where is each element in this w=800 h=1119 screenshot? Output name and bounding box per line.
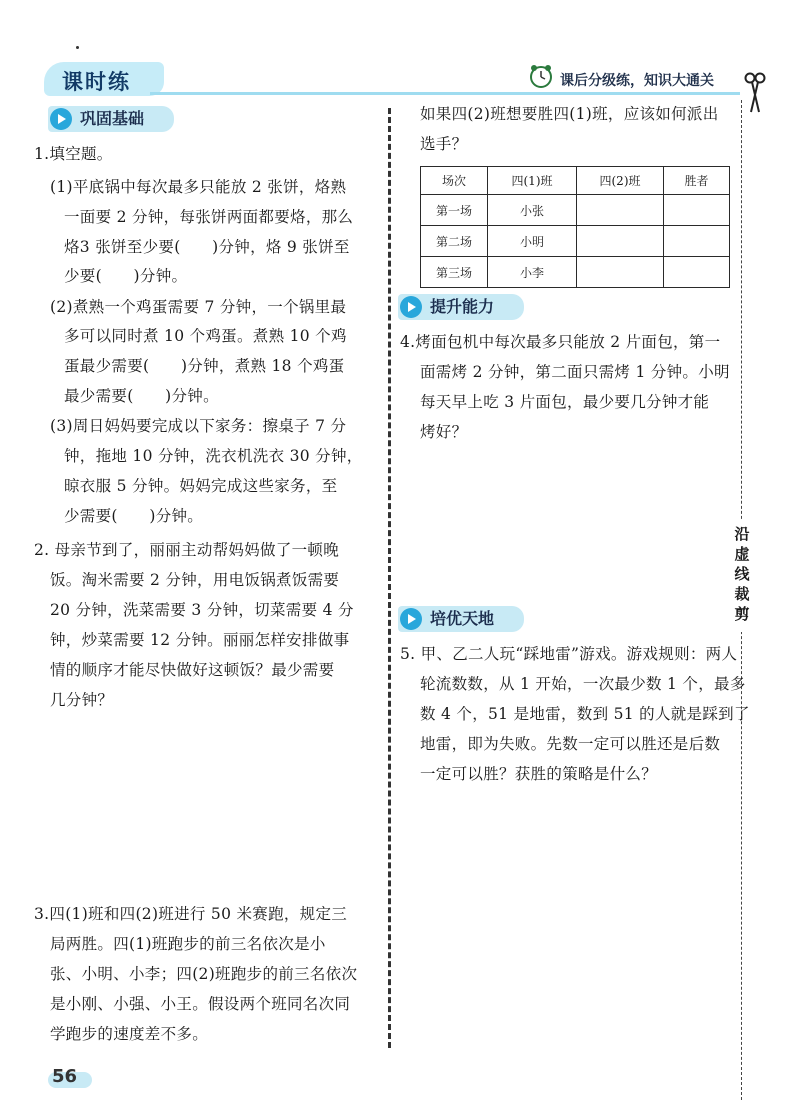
header-rule bbox=[150, 92, 740, 95]
table-cell-input[interactable] bbox=[664, 257, 730, 288]
cut-char: 虚 bbox=[734, 545, 750, 563]
question-2-text: 2. 母亲节到了，丽丽主动帮妈妈做了一顿晚 bbox=[34, 541, 340, 559]
cut-char: 线 bbox=[734, 565, 750, 583]
table-cell-input[interactable] bbox=[577, 257, 664, 288]
text-line: 地雷，即为失败。先数一定可以胜还是后数 bbox=[420, 735, 721, 753]
text-line: 最少需要( )分钟。 bbox=[64, 387, 219, 405]
table-cell-input[interactable] bbox=[664, 195, 730, 226]
text-line: 少需要( )分钟。 bbox=[64, 507, 204, 525]
cut-char: 裁 bbox=[734, 585, 750, 603]
text-line: 面需烤 2 分钟，第二面只需烤 1 分钟。小明 bbox=[420, 363, 730, 381]
question-1-title: 1.填空题。 bbox=[34, 145, 113, 163]
table-cell: 第三场 bbox=[421, 257, 488, 288]
table-header: 场次 bbox=[421, 167, 488, 195]
cut-char: 剪 bbox=[734, 605, 750, 623]
table-cell: 第一场 bbox=[421, 195, 488, 226]
text-line: 轮流数数，从 1 开始，一次最少数 1 个，最多 bbox=[420, 675, 746, 693]
section-label: 培优天地 bbox=[430, 609, 495, 628]
play-icon bbox=[400, 608, 422, 630]
section-label: 巩固基础 bbox=[80, 109, 145, 128]
table-cell-input[interactable] bbox=[577, 195, 664, 226]
text-line: (3)周日妈妈要完成以下家务：擦桌子 7 分 bbox=[50, 417, 347, 435]
decorative-dot bbox=[76, 46, 79, 49]
question-3-text: 3.四(1)班和四(2)班进行 50 米赛跑，规定三 bbox=[34, 905, 348, 923]
table-cell-input[interactable] bbox=[577, 226, 664, 257]
text-line: (1)平底锅中每次最多只能放 2 张饼，烙熟 bbox=[50, 178, 347, 196]
page-title: 课时练 bbox=[62, 70, 131, 94]
text-line: (2)煮熟一个鸡蛋需要 7 分钟，一个锅里最 bbox=[50, 298, 347, 316]
column-divider bbox=[388, 108, 391, 1048]
text-line: 每天早上吃 3 片面包，最少要几分钟才能 bbox=[420, 393, 710, 411]
text-line: 晾衣服 5 分钟。妈妈完成这些家务，至 bbox=[64, 477, 338, 495]
cut-char: 沿 bbox=[734, 525, 750, 543]
table-header: 四(1)班 bbox=[488, 167, 577, 195]
text-line: 蛋最少需要( )分钟，煮熟 18 个鸡蛋 bbox=[64, 357, 345, 375]
cut-instruction bbox=[733, 524, 751, 624]
text-line: 钟，炒菜需要 12 分钟。丽丽怎样安排做事 bbox=[50, 631, 350, 649]
table-cell: 第二场 bbox=[421, 226, 488, 257]
section-advanced bbox=[398, 606, 524, 632]
clock-icon bbox=[528, 63, 554, 89]
scissors-icon bbox=[744, 72, 766, 114]
play-icon bbox=[50, 108, 72, 130]
text-line: 少要( )分钟。 bbox=[64, 267, 188, 285]
table-row bbox=[421, 257, 730, 288]
play-icon bbox=[400, 296, 422, 318]
table-header: 胜者 bbox=[664, 167, 730, 195]
header-slogan: 课后分级练，知识大通关 bbox=[560, 73, 714, 89]
text-line: 一面要 2 分钟，每张饼两面都要烙，那么 bbox=[64, 208, 354, 226]
table-cell: 小明 bbox=[488, 226, 577, 257]
table-header: 四(2)班 bbox=[577, 167, 664, 195]
text-line: 选手？ bbox=[420, 135, 468, 153]
table-cell: 小张 bbox=[488, 195, 577, 226]
text-line: 如果四(2)班想要胜四(1)班，应该如何派出 bbox=[420, 105, 719, 123]
text-line: 20 分钟，洗菜需要 3 分钟，切菜需要 4 分 bbox=[50, 601, 354, 619]
question-5-text: 5. 甲、乙二人玩“踩地雷”游戏。游戏规则：两人 bbox=[400, 645, 738, 663]
text-line: 烙3 张饼至少要( )分钟，烙 9 张饼至 bbox=[64, 238, 350, 256]
page-number: 56 bbox=[52, 1066, 78, 1087]
table-row bbox=[421, 195, 730, 226]
text-line: 烤好？ bbox=[420, 423, 468, 441]
table-cell-input[interactable] bbox=[664, 226, 730, 257]
section-basic bbox=[48, 106, 174, 132]
text-line: 饭。淘米需要 2 分钟，用电饭锅煮饭需要 bbox=[50, 571, 340, 589]
text-line: 几分钟？ bbox=[50, 691, 114, 709]
match-table bbox=[420, 166, 730, 288]
text-line: 多可以同时煮 10 个鸡蛋。煮熟 10 个鸡 bbox=[64, 327, 347, 345]
text-line: 学跑步的速度差不多。 bbox=[50, 1025, 209, 1043]
text-line: 数 4 个，51 是地雷，数到 51 的人就是踩到了 bbox=[420, 705, 750, 723]
text-line: 是小刚、小强、小王。假设两个班同名次同 bbox=[50, 995, 351, 1013]
text-line: 钟，拖地 10 分钟，洗衣机洗衣 30 分钟， bbox=[64, 447, 363, 465]
table-cell: 小李 bbox=[488, 257, 577, 288]
text-line: 局两胜。四(1)班跑步的前三名依次是小 bbox=[50, 935, 326, 953]
text-line: 一定可以胜？获胜的策略是什么？ bbox=[420, 765, 658, 783]
section-label: 提升能力 bbox=[430, 297, 495, 316]
section-improve bbox=[398, 294, 524, 320]
text-line: 张、小明、小李；四(2)班跑步的前三名依次 bbox=[50, 965, 358, 983]
text-line: 情的顺序才能尽快做好这顿饭？最少需要 bbox=[50, 661, 335, 679]
question-4-text: 4.烤面包机中每次最多只能放 2 片面包，第一 bbox=[400, 333, 721, 351]
table-row bbox=[421, 226, 730, 257]
